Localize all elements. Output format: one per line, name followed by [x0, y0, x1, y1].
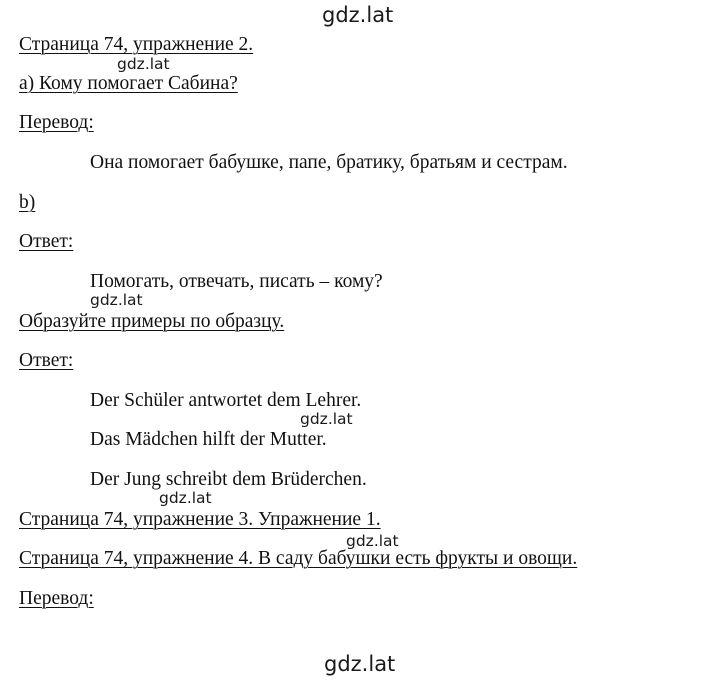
- verbs-question: Помогать, отвечать, писать – кому?: [90, 271, 383, 292]
- part-b-label: b): [19, 192, 36, 213]
- task-instruction: Образуйте примеры по образцу.: [19, 311, 285, 332]
- watermark: gdz.lat: [346, 532, 399, 550]
- answer-label: Ответ:: [19, 350, 74, 371]
- answer-a-text: Она помогает бабушке, папе, братику, братьям и сестрам.: [90, 152, 568, 173]
- example-sentence-2: Das Mädchen hilft der Mutter.: [90, 429, 327, 450]
- heading-exercise-2: Страница 74, упражнение 2.: [19, 34, 254, 55]
- heading-exercise-4: Страница 74, упражнение 4. В саду бабушки есть фрукты и овощи.: [19, 548, 578, 569]
- watermark: gdz.lat: [117, 55, 170, 73]
- example-sentence-3: Der Jung schreibt dem Brüderchen.: [90, 469, 367, 490]
- example-sentence-1: Der Schüler antwortet dem Lehrer.: [90, 390, 362, 411]
- watermark-bottom: gdz.lat: [324, 652, 396, 676]
- watermark: gdz.lat: [300, 410, 353, 428]
- translation-label: Перевод:: [19, 112, 94, 133]
- watermark-top: gdz.lat: [322, 3, 394, 27]
- answer-label: Ответ:: [19, 231, 74, 252]
- translation-label: Перевод:: [19, 588, 94, 609]
- question-a: а) Кому помогает Сабина?: [19, 73, 238, 94]
- heading-exercise-3: Страница 74, упражнение 3. Упражнение 1.: [19, 509, 381, 530]
- watermark: gdz.lat: [159, 489, 212, 507]
- watermark: gdz.lat: [90, 291, 143, 309]
